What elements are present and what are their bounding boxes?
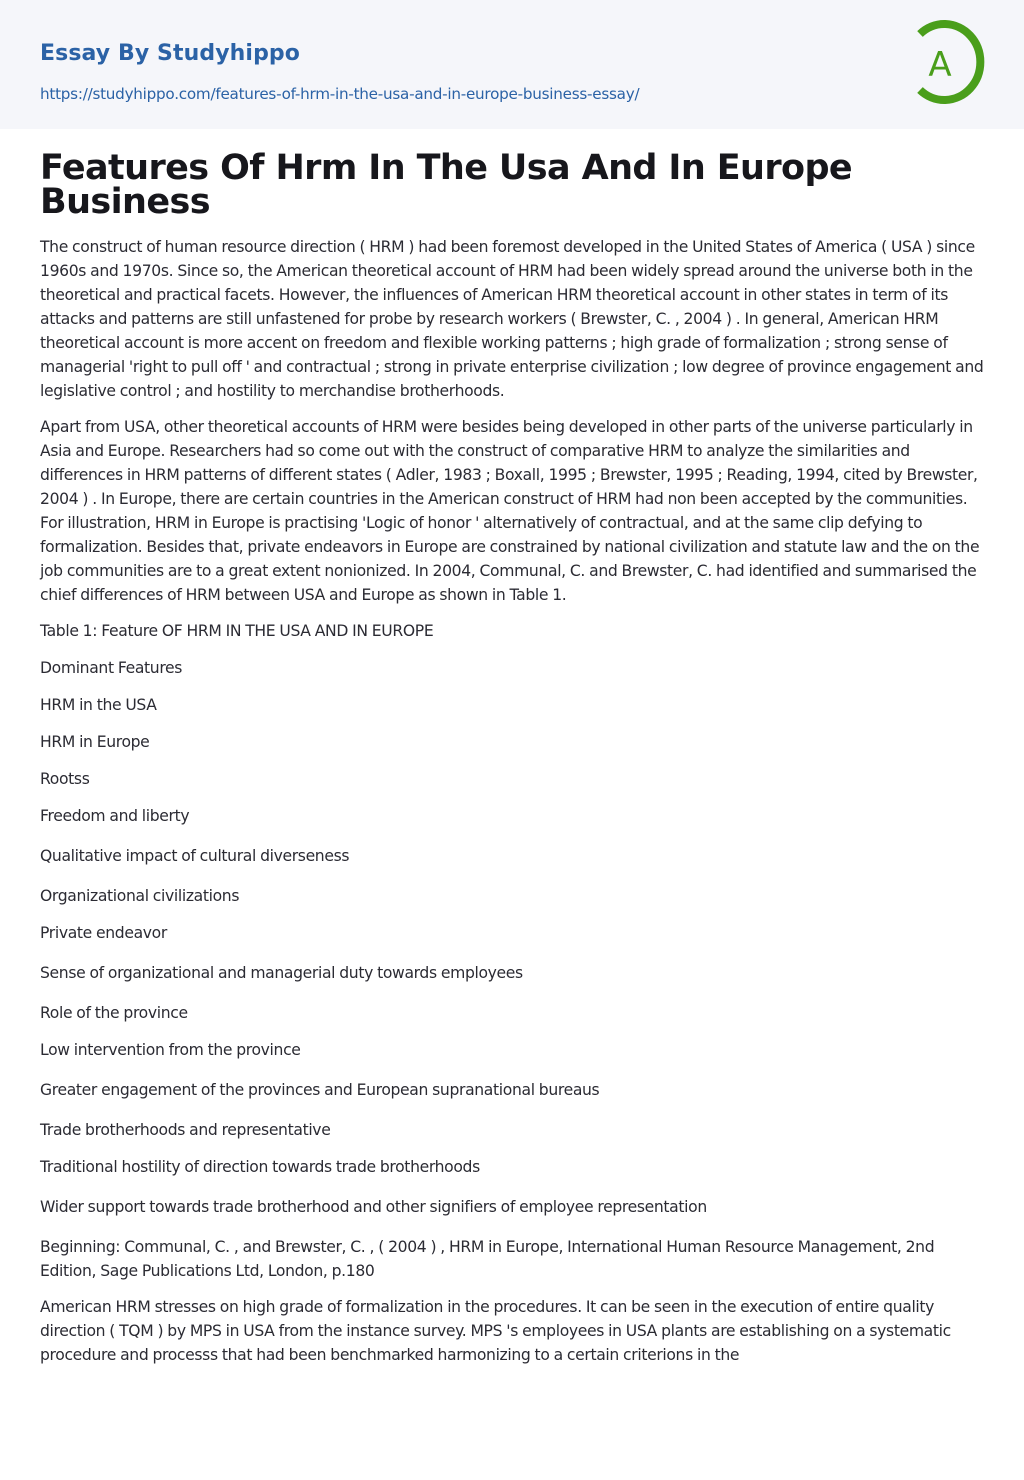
- table-cell: Freedom and liberty: [40, 807, 190, 825]
- article-body: [0, 148, 1024, 1367]
- site-title[interactable]: Essay By Studyhippo: [40, 41, 300, 66]
- site-header: [0, 0, 1024, 129]
- table-cell: Qualitative impact of cultural diverseness: [40, 847, 350, 865]
- table-cell: Rootss: [40, 770, 90, 788]
- table-cell: Organizational civilizations: [40, 887, 240, 905]
- intro-paragraph: The construct of human resource direction ( HRM ) had been foremost developed in the United States of America ( USA ) since 1960s and 1970s. Since so, the American theoretical account of HRM had been widely spread around the universe both in the theoretical and practical facets. However, the influences of American HRM theoretical account in other states in term of its attacks and patterns are still unfastened for probe by research workers ( Brewster, C. , 2004 ) . In general, American HRM theoretical account is more accent on freedom and flexible working patterns ; high grade of formalization ; strong sense of managerial 'right to pull off ' and contractual ; strong in private enterprise civilization ; low degree of province engagement and legislative control ; and hostility to merchandise brotherhoods.: [40, 238, 984, 400]
- svg-text:A: A: [928, 45, 952, 85]
- table-caption: Table 1: Feature OF HRM IN THE USA AND IN EUROPE: [40, 622, 434, 640]
- studyhippo-logo[interactable]: [910, 18, 988, 106]
- table-header-hrm-usa: HRM in the USA: [40, 696, 157, 714]
- table-cell: Private endeavor: [40, 924, 167, 942]
- table-cell: Traditional hostility of direction towards trade brotherhoods: [40, 1158, 480, 1176]
- table-cell: Low intervention from the province: [40, 1041, 301, 1059]
- table-cell: Greater engagement of the provinces and European supranational bureaus: [40, 1081, 600, 1099]
- table-cell: Wider support towards trade brotherhood and other signifiers of employee representation: [40, 1198, 707, 1216]
- formalization-paragraph: American HRM stresses on high grade of formalization in the procedures. It can be seen in the execution of entire quality direction ( TQM ) by MPS in USA from the instance survey. MPS 's employees in USA plants are establishing on a systematic procedure and processs that had been benchmarked harmonizing to a certain criterions in the: [40, 1298, 951, 1364]
- essay-url-link[interactable]: https://studyhippo.com/features-of-hrm-in-the-usa-and-in-europe-business-essay/: [40, 85, 640, 103]
- hrm-comparison-table: [40, 619, 984, 1283]
- table-header-hrm-europe: HRM in Europe: [40, 733, 150, 751]
- table-cell: Trade brotherhoods and representative: [40, 1121, 331, 1139]
- table-source-citation: Beginning: Communal, C. , and Brewster, C. , ( 2004 ) , HRM in Europe, International Human Resource Management, 2nd Edition, Sage Publications Ltd, London, p.180: [40, 1238, 935, 1280]
- table-header-dominant-features: Dominant Features: [40, 659, 183, 677]
- comparative-hrm-paragraph: Apart from USA, other theoretical accounts of HRM were besides being developed in other parts of the universe particularly in Asia and Europe. Researchers had so come out with the construct of comparative HRM to analyze the similarities and differences in HRM patterns of different states ( Adler, 1983 ; Boxall, 1995 ; Brewster, 1995 ; Reading, 1994, cited by Brewster, 2004 ) . In Europe, there are certain countries in the American construct of HRM had non been accepted by the communities. For illustration, HRM in Europe is practising 'Logic of honor ' alternatively of contractual, and at the same clip defying to formalization. Besides that, private endeavors in Europe are constrained by national civilization and statute law and the on the job communities are to a great extent nonionized. In 2004, Communal, C. and Brewster, C. had identified and summarised the chief differences of HRM between USA and Europe as shown in Table 1.: [40, 418, 980, 604]
- table-cell: Role of the province: [40, 1004, 188, 1022]
- table-cell: Sense of organizational and managerial duty towards employees: [40, 964, 523, 982]
- page-title: Features Of Hrm In The Usa And In Europe Business: [40, 148, 853, 222]
- logo-a-circle-icon: [910, 18, 988, 106]
